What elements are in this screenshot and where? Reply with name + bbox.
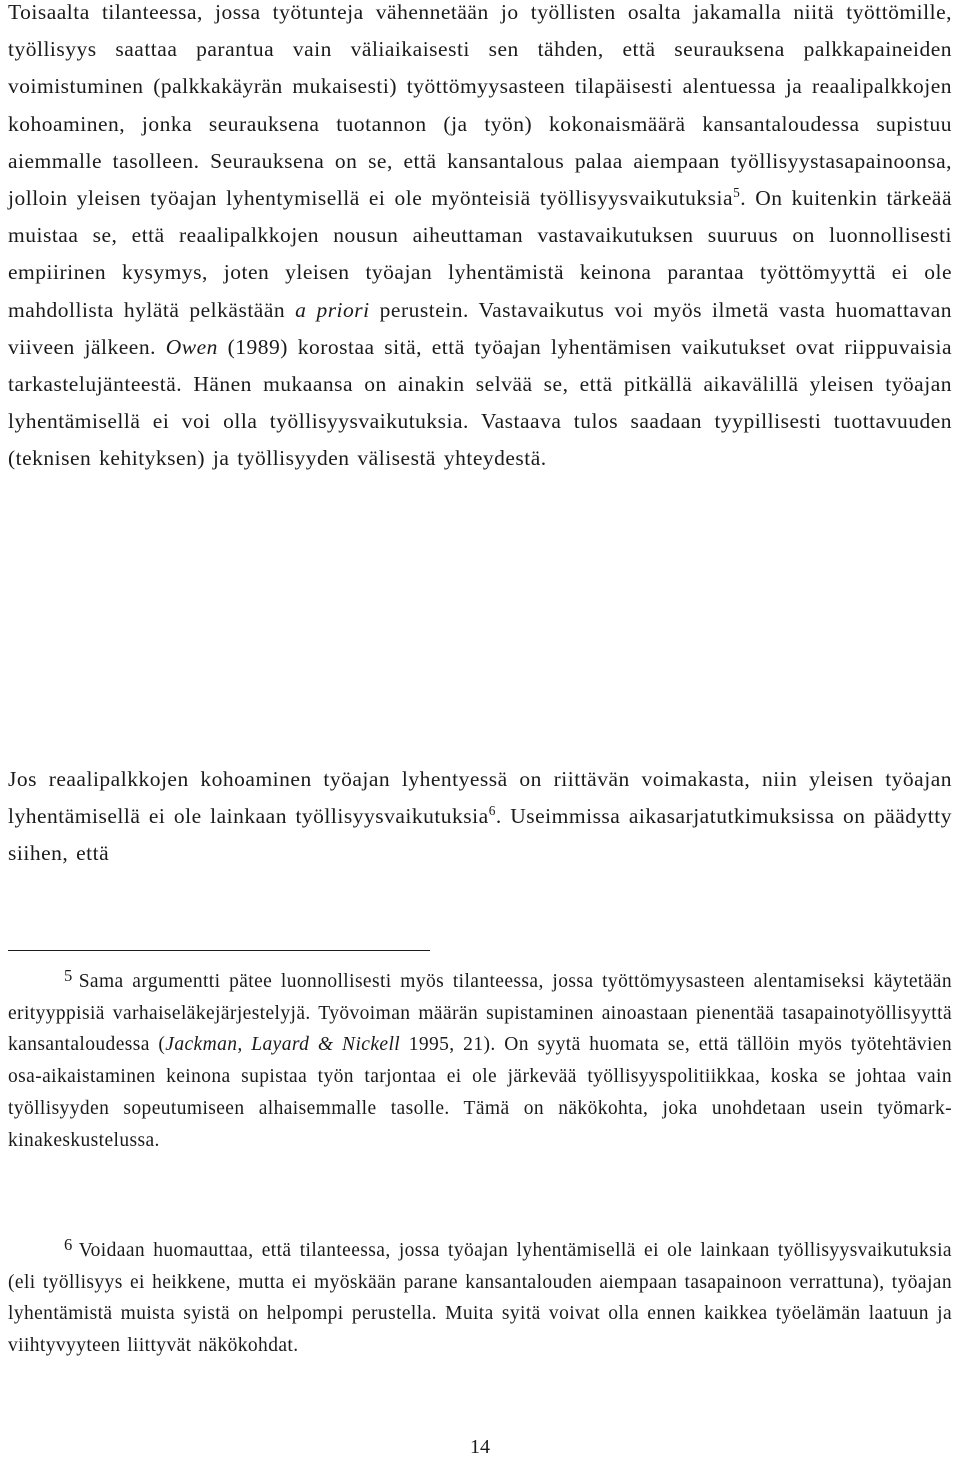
- footnote-text: 1995, 21). On syytä huomata se, että tällöin myös työtehtävien osa-aikaistaminen keinona supistaa työn tarjontaa ei ole järkevää työllisyyspolitiikkaa, koska se johtaa vain työllisyyden sopeutumiseen alhaisemmalle tasolle. Tämä on näkökohta, joka unohdetaan usein työmark-kinakeskustelussa.: [8, 1034, 952, 1151]
- footnote-text: Voidaan huomauttaa, että tilanteessa, jossa työajan lyhentämisellä ei ole lainkaan työllisyysvaikutuksia (eli työllisyys ei heikkene, mutta ei myöskään parane kansantalouden aiempaan tasapainoon verrattuna), työajan lyhentämistä muista syistä on helpompi perustella. Muita syitä voivat olla ennen kaikkea työelämän laatuun ja viihtyvyyteen liittyvät näkökohdat.: [8, 1240, 952, 1357]
- paragraph-text: perustein. Vastavaikutus voi myös ilmetä vasta huomattavan viiveen jälkeen.: [8, 297, 953, 359]
- footnote-reference-6[interactable]: 6: [488, 803, 496, 819]
- author-citation: Jackman, Layard & Nickell: [165, 1034, 401, 1056]
- footnote-6: [8, 1235, 952, 1362]
- page-number: 14: [470, 1436, 490, 1458]
- paragraph-text: . Useimmissa aikasarjatutkimuksissa on päädytty siihen, että: [8, 804, 952, 866]
- body-paragraph-2: [8, 761, 952, 873]
- footnote-reference-5[interactable]: 5: [733, 184, 741, 200]
- paragraph-text: . On kuitenkin tärkeää muistaa se, että reaalipalkkojen nousun aiheuttaman vastavaikutuksen suuruus on luonnollisesti empiirinen kysymys, joten yleisen työajan lyhentämistä keinona parantaa työttömyyttä ei ole mahdollista hylätä pelkästään: [8, 186, 953, 322]
- footnote-separator: [8, 950, 430, 951]
- document-page: [8, 0, 952, 1463]
- author-citation: Owen: [165, 334, 218, 359]
- paragraph-text: Jos reaalipalkkojen kohoaminen työajan lyhentyessä on riittävän voimakasta, niin yleisen työajan lyhentämisellä ei ole lainkaan työllisyysvaikutuksia: [8, 767, 952, 829]
- footnote-number: 5: [64, 966, 73, 986]
- footnote-number: 6: [64, 1235, 73, 1255]
- footnote-5: [8, 966, 952, 1156]
- body-paragraph-1: [8, 0, 952, 478]
- paragraph-text: (1989) korostaa sitä, että työajan lyhentämisen vaikutukset ovat riippuvaisia tarkastelujänteestä. Hänen mukaansa on ainakin selvää se, että pitkällä aikavälillä yleisen työajan lyhentämisellä ei voi olla työllisyysvaikutuksia. Vastaava tulos saadaan tyypillisesti tuottavuuden (teknisen kehityksen) ja työllisyyden välisestä yhteydestä.: [8, 334, 953, 471]
- italic-term: a priori: [295, 297, 370, 322]
- footnote-text: Sama argumentti pätee luonnollisesti myös tilanteessa, jossa työttömyysasteen alentamiseksi käytetään erityyppisiä varhaiseläkejärjestelyjä. Työvoiman määrän supistaminen ainoastaan pienentää tasapainotyöllisyyttä kansantaloudessa (: [8, 971, 952, 1056]
- paragraph-text: Toisaalta tilanteessa, jossa työtunteja vähennetään jo työllisten osalta jakamalla niitä työttömille, työllisyys saattaa parantua vain väliaikaisesti sen tähden, että seurauksena palkkapaineiden voimistuminen (palkkakäyrän mukaisesti) työttömyysasteen tilapäisesti alentuessa ja reaalipalkkojen kohoaminen, jonka seurauksena tuotannon (ja työn) kokonaismäärä kansantaloudessa supistuu aiemmalle tasolleen. Seurauksena on se, että kansantalous palaa aiempaan työllisyystasapainoonsa, jolloin yleisen työajan lyhentymisellä ei ole myönteisiä työllisyysvaikutuksia: [8, 0, 952, 211]
